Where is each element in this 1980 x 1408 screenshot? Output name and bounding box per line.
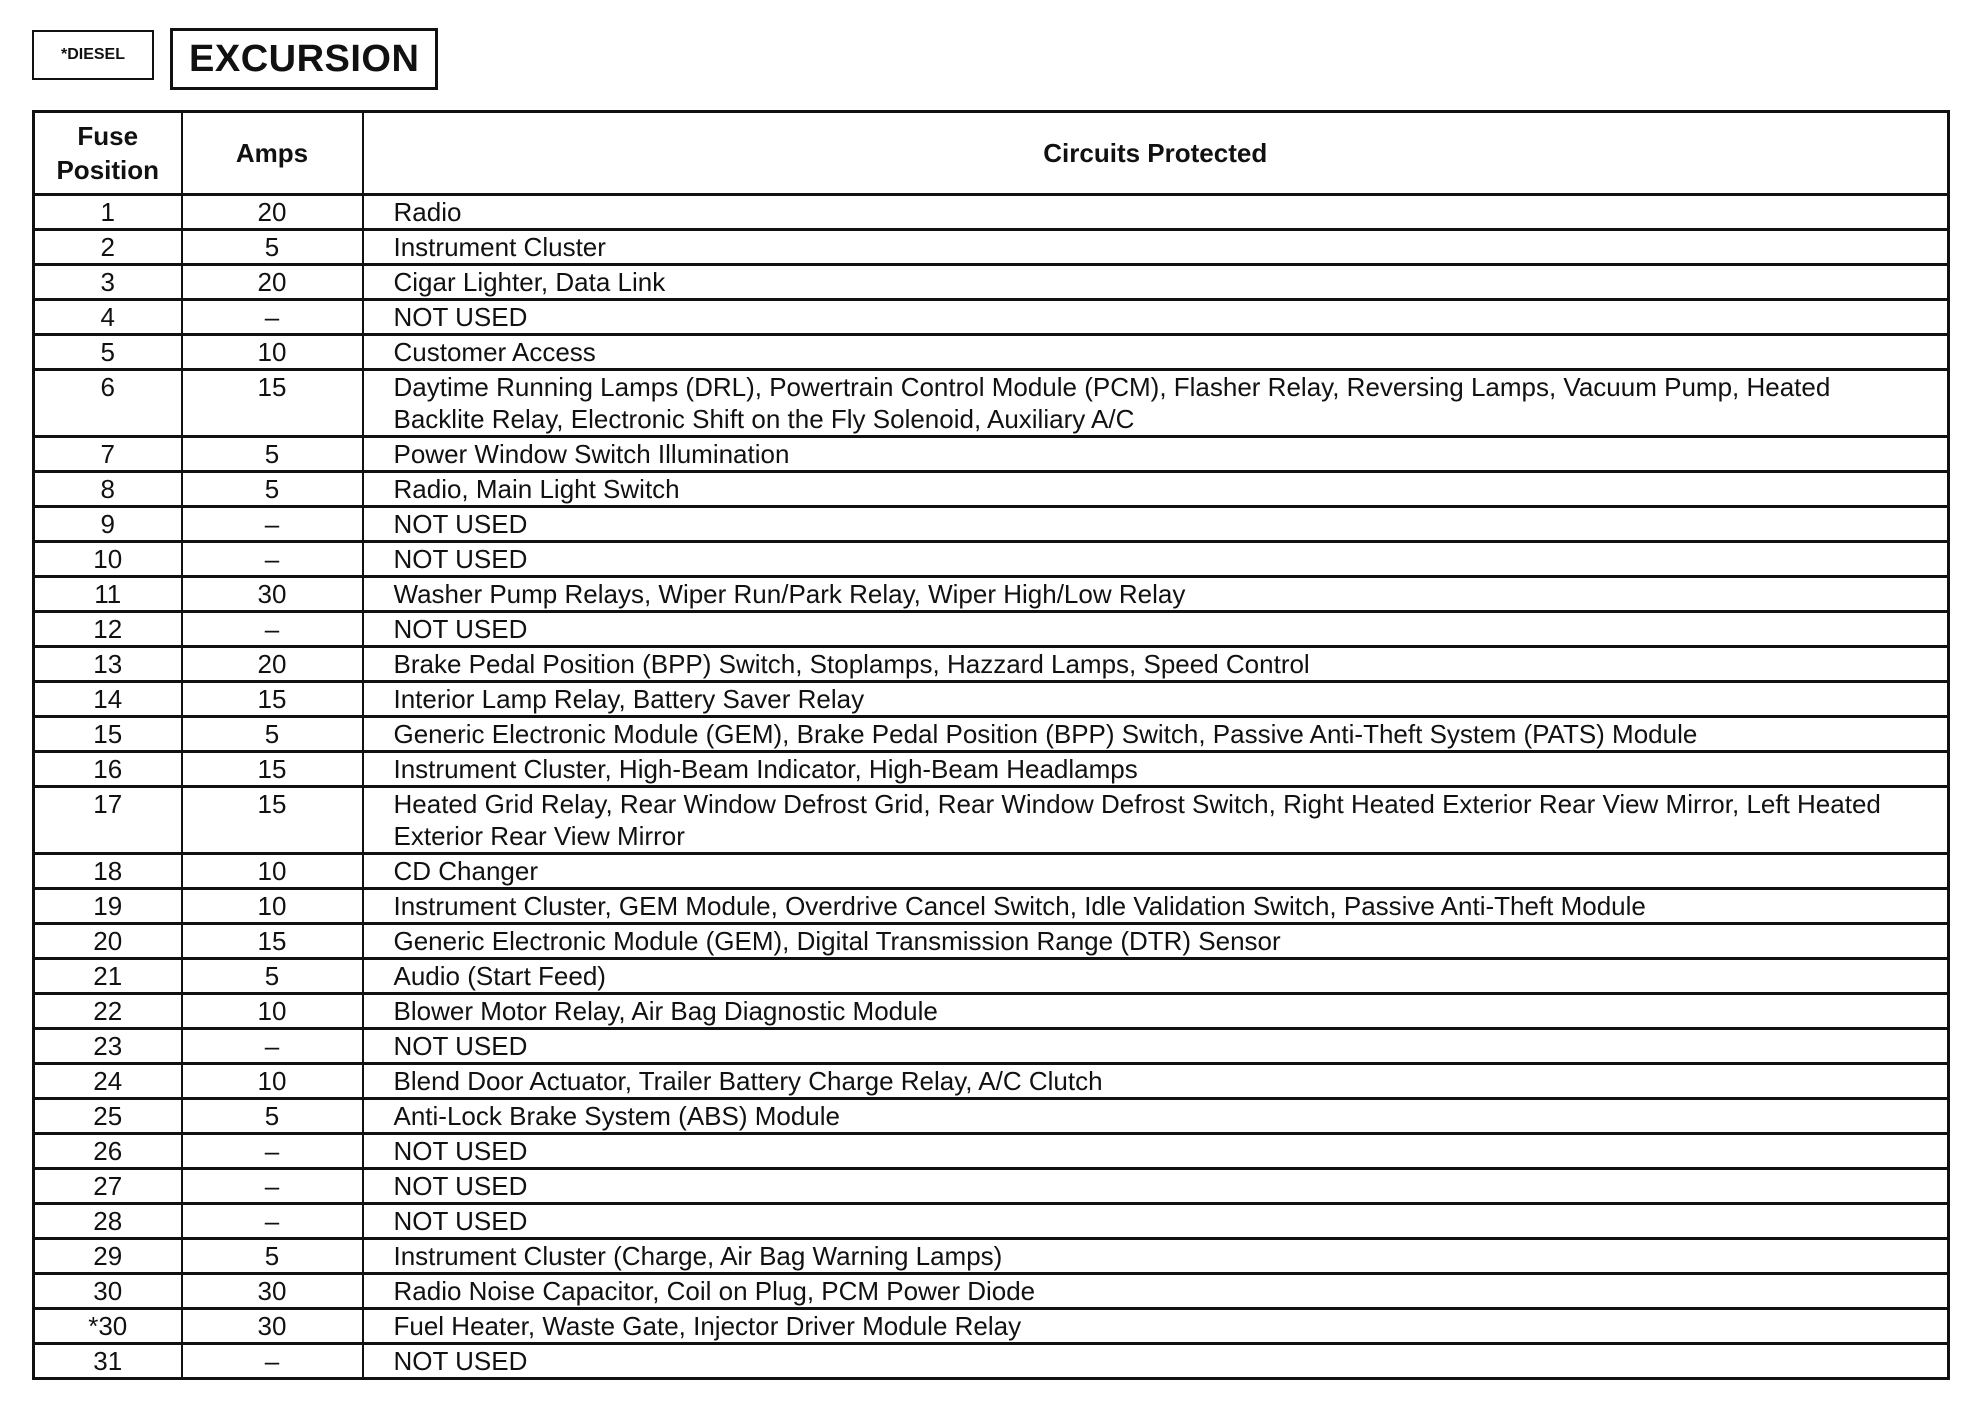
amps-cell: – (182, 1169, 363, 1204)
diesel-tag: *DIESEL (32, 30, 154, 80)
circuits-cell: Heated Grid Relay, Rear Window Defrost Grid, Rear Window Defrost Switch, Right Heated Exterior Rear View Mirror, Left Heated Exterior Rear View Mirror (363, 787, 1949, 854)
fuse-position-cell: 6 (34, 370, 182, 437)
column-header-position-line1: Fuse (77, 121, 139, 151)
amps-cell: – (182, 300, 363, 335)
table-row (34, 787, 1949, 854)
circuits-cell: Interior Lamp Relay, Battery Saver Relay (363, 682, 1949, 717)
table-row (34, 1239, 1949, 1274)
table-row (34, 1344, 1949, 1379)
table-row (34, 370, 1949, 437)
fuse-table-body (34, 195, 1949, 1379)
circuits-cell: NOT USED (363, 1029, 1949, 1064)
fuse-position-cell: 8 (34, 472, 182, 507)
table-row (34, 437, 1949, 472)
amps-cell: 5 (182, 230, 363, 265)
table-row (34, 1169, 1949, 1204)
fuse-position-cell: 2 (34, 230, 182, 265)
amps-cell: – (182, 1344, 363, 1379)
fuse-position-cell: 30 (34, 1274, 182, 1309)
table-row (34, 1134, 1949, 1169)
amps-cell: 10 (182, 335, 363, 370)
circuits-cell: NOT USED (363, 507, 1949, 542)
circuits-cell: Instrument Cluster, GEM Module, Overdrive Cancel Switch, Idle Validation Switch, Passive Anti-Theft Module (363, 889, 1949, 924)
amps-cell: 15 (182, 682, 363, 717)
table-row (34, 959, 1949, 994)
circuits-cell: Radio (363, 195, 1949, 230)
fuse-position-cell: 22 (34, 994, 182, 1029)
table-row (34, 682, 1949, 717)
model-title: EXCURSION (170, 28, 438, 90)
amps-cell: 10 (182, 994, 363, 1029)
table-row (34, 1204, 1949, 1239)
table-row (34, 542, 1949, 577)
column-header-position-line2: Position (56, 155, 160, 185)
table-row (34, 612, 1949, 647)
fuse-position-cell: 13 (34, 647, 182, 682)
circuits-cell: CD Changer (363, 854, 1949, 889)
circuits-cell: Cigar Lighter, Data Link (363, 265, 1949, 300)
fuse-position-cell: 18 (34, 854, 182, 889)
amps-cell: 5 (182, 717, 363, 752)
fuse-table (32, 110, 1950, 1380)
table-row (34, 1274, 1949, 1309)
fuse-position-cell: 9 (34, 507, 182, 542)
fuse-position-cell: 25 (34, 1099, 182, 1134)
fuse-position-cell: 12 (34, 612, 182, 647)
fuse-position-cell: 27 (34, 1169, 182, 1204)
fuse-position-cell: 23 (34, 1029, 182, 1064)
fuse-position-cell: 1 (34, 195, 182, 230)
amps-cell: 10 (182, 854, 363, 889)
fuse-position-cell: 19 (34, 889, 182, 924)
amps-cell: 15 (182, 370, 363, 437)
fuse-table-header (34, 112, 1949, 195)
table-row (34, 1029, 1949, 1064)
circuits-cell: Radio Noise Capacitor, Coil on Plug, PCM Power Diode (363, 1274, 1949, 1309)
amps-cell: 15 (182, 787, 363, 854)
amps-cell: – (182, 1204, 363, 1239)
table-row (34, 577, 1949, 612)
circuits-cell: Instrument Cluster (363, 230, 1949, 265)
circuits-cell: Fuel Heater, Waste Gate, Injector Driver Module Relay (363, 1309, 1949, 1344)
fuse-position-cell: 14 (34, 682, 182, 717)
circuits-cell: NOT USED (363, 300, 1949, 335)
fuse-position-cell: 5 (34, 335, 182, 370)
circuits-cell: Daytime Running Lamps (DRL), Powertrain Control Module (PCM), Flasher Relay, Reversing Lamps, Vacuum Pump, Heated Backlite Relay, Electronic Shift on the Fly Solenoid, Auxiliary A/C (363, 370, 1949, 437)
header-row (34, 112, 1949, 195)
fuse-position-cell: 10 (34, 542, 182, 577)
amps-cell: 5 (182, 1239, 363, 1274)
circuits-cell: Instrument Cluster (Charge, Air Bag Warning Lamps) (363, 1239, 1949, 1274)
amps-cell: – (182, 612, 363, 647)
table-row (34, 1099, 1949, 1134)
fuse-position-cell: 4 (34, 300, 182, 335)
amps-cell: 30 (182, 1309, 363, 1344)
circuits-cell: Blend Door Actuator, Trailer Battery Charge Relay, A/C Clutch (363, 1064, 1949, 1099)
table-row (34, 889, 1949, 924)
circuits-cell: NOT USED (363, 1204, 1949, 1239)
amps-cell: 5 (182, 437, 363, 472)
circuits-cell: Customer Access (363, 335, 1949, 370)
column-header-position (34, 112, 182, 195)
table-row (34, 994, 1949, 1029)
fuse-position-cell: 20 (34, 924, 182, 959)
fuse-position-cell: 26 (34, 1134, 182, 1169)
circuits-cell: NOT USED (363, 1169, 1949, 1204)
amps-cell: 5 (182, 472, 363, 507)
circuits-cell: Instrument Cluster, High-Beam Indicator, High-Beam Headlamps (363, 752, 1949, 787)
circuits-cell: Generic Electronic Module (GEM), Brake Pedal Position (BPP) Switch, Passive Anti-Theft System (PATS) Module (363, 717, 1949, 752)
amps-cell: – (182, 1029, 363, 1064)
fuse-position-cell: 3 (34, 265, 182, 300)
amps-cell: – (182, 542, 363, 577)
fuse-position-cell: 16 (34, 752, 182, 787)
circuits-cell: NOT USED (363, 542, 1949, 577)
amps-cell: 15 (182, 752, 363, 787)
fuse-position-cell: 11 (34, 577, 182, 612)
circuits-cell: Generic Electronic Module (GEM), Digital Transmission Range (DTR) Sensor (363, 924, 1949, 959)
amps-cell: 30 (182, 577, 363, 612)
table-row (34, 507, 1949, 542)
table-row (34, 717, 1949, 752)
table-row (34, 924, 1949, 959)
amps-cell: 20 (182, 265, 363, 300)
column-header-circuits: Circuits Protected (363, 112, 1949, 195)
amps-cell: 5 (182, 1099, 363, 1134)
amps-cell: 10 (182, 1064, 363, 1099)
table-row (34, 752, 1949, 787)
fuse-position-cell: 7 (34, 437, 182, 472)
table-row (34, 1309, 1949, 1344)
table-row (34, 472, 1949, 507)
amps-cell: 20 (182, 647, 363, 682)
column-header-amps: Amps (182, 112, 363, 195)
circuits-cell: Audio (Start Feed) (363, 959, 1949, 994)
table-row (34, 300, 1949, 335)
circuits-cell: Blower Motor Relay, Air Bag Diagnostic Module (363, 994, 1949, 1029)
amps-cell: 30 (182, 1274, 363, 1309)
circuits-cell: NOT USED (363, 1344, 1949, 1379)
amps-cell: 15 (182, 924, 363, 959)
table-row (34, 854, 1949, 889)
circuits-cell: Anti-Lock Brake System (ABS) Module (363, 1099, 1949, 1134)
amps-cell: 10 (182, 889, 363, 924)
table-row (34, 1064, 1949, 1099)
circuits-cell: Washer Pump Relays, Wiper Run/Park Relay, Wiper High/Low Relay (363, 577, 1949, 612)
table-row (34, 230, 1949, 265)
fuse-position-cell: 17 (34, 787, 182, 854)
table-row (34, 647, 1949, 682)
fuse-position-cell: 28 (34, 1204, 182, 1239)
amps-cell: – (182, 1134, 363, 1169)
fuse-position-cell: 15 (34, 717, 182, 752)
table-row (34, 195, 1949, 230)
fuse-position-cell: 31 (34, 1344, 182, 1379)
circuits-cell: Power Window Switch Illumination (363, 437, 1949, 472)
circuits-cell: Radio, Main Light Switch (363, 472, 1949, 507)
document-header (32, 28, 438, 92)
fuse-position-cell: 24 (34, 1064, 182, 1099)
table-row (34, 335, 1949, 370)
amps-cell: 20 (182, 195, 363, 230)
circuits-cell: Brake Pedal Position (BPP) Switch, Stoplamps, Hazzard Lamps, Speed Control (363, 647, 1949, 682)
fuse-position-cell: 29 (34, 1239, 182, 1274)
fuse-position-cell: *30 (34, 1309, 182, 1344)
amps-cell: – (182, 507, 363, 542)
table-row (34, 265, 1949, 300)
amps-cell: 5 (182, 959, 363, 994)
circuits-cell: NOT USED (363, 612, 1949, 647)
fuse-position-cell: 21 (34, 959, 182, 994)
circuits-cell: NOT USED (363, 1134, 1949, 1169)
